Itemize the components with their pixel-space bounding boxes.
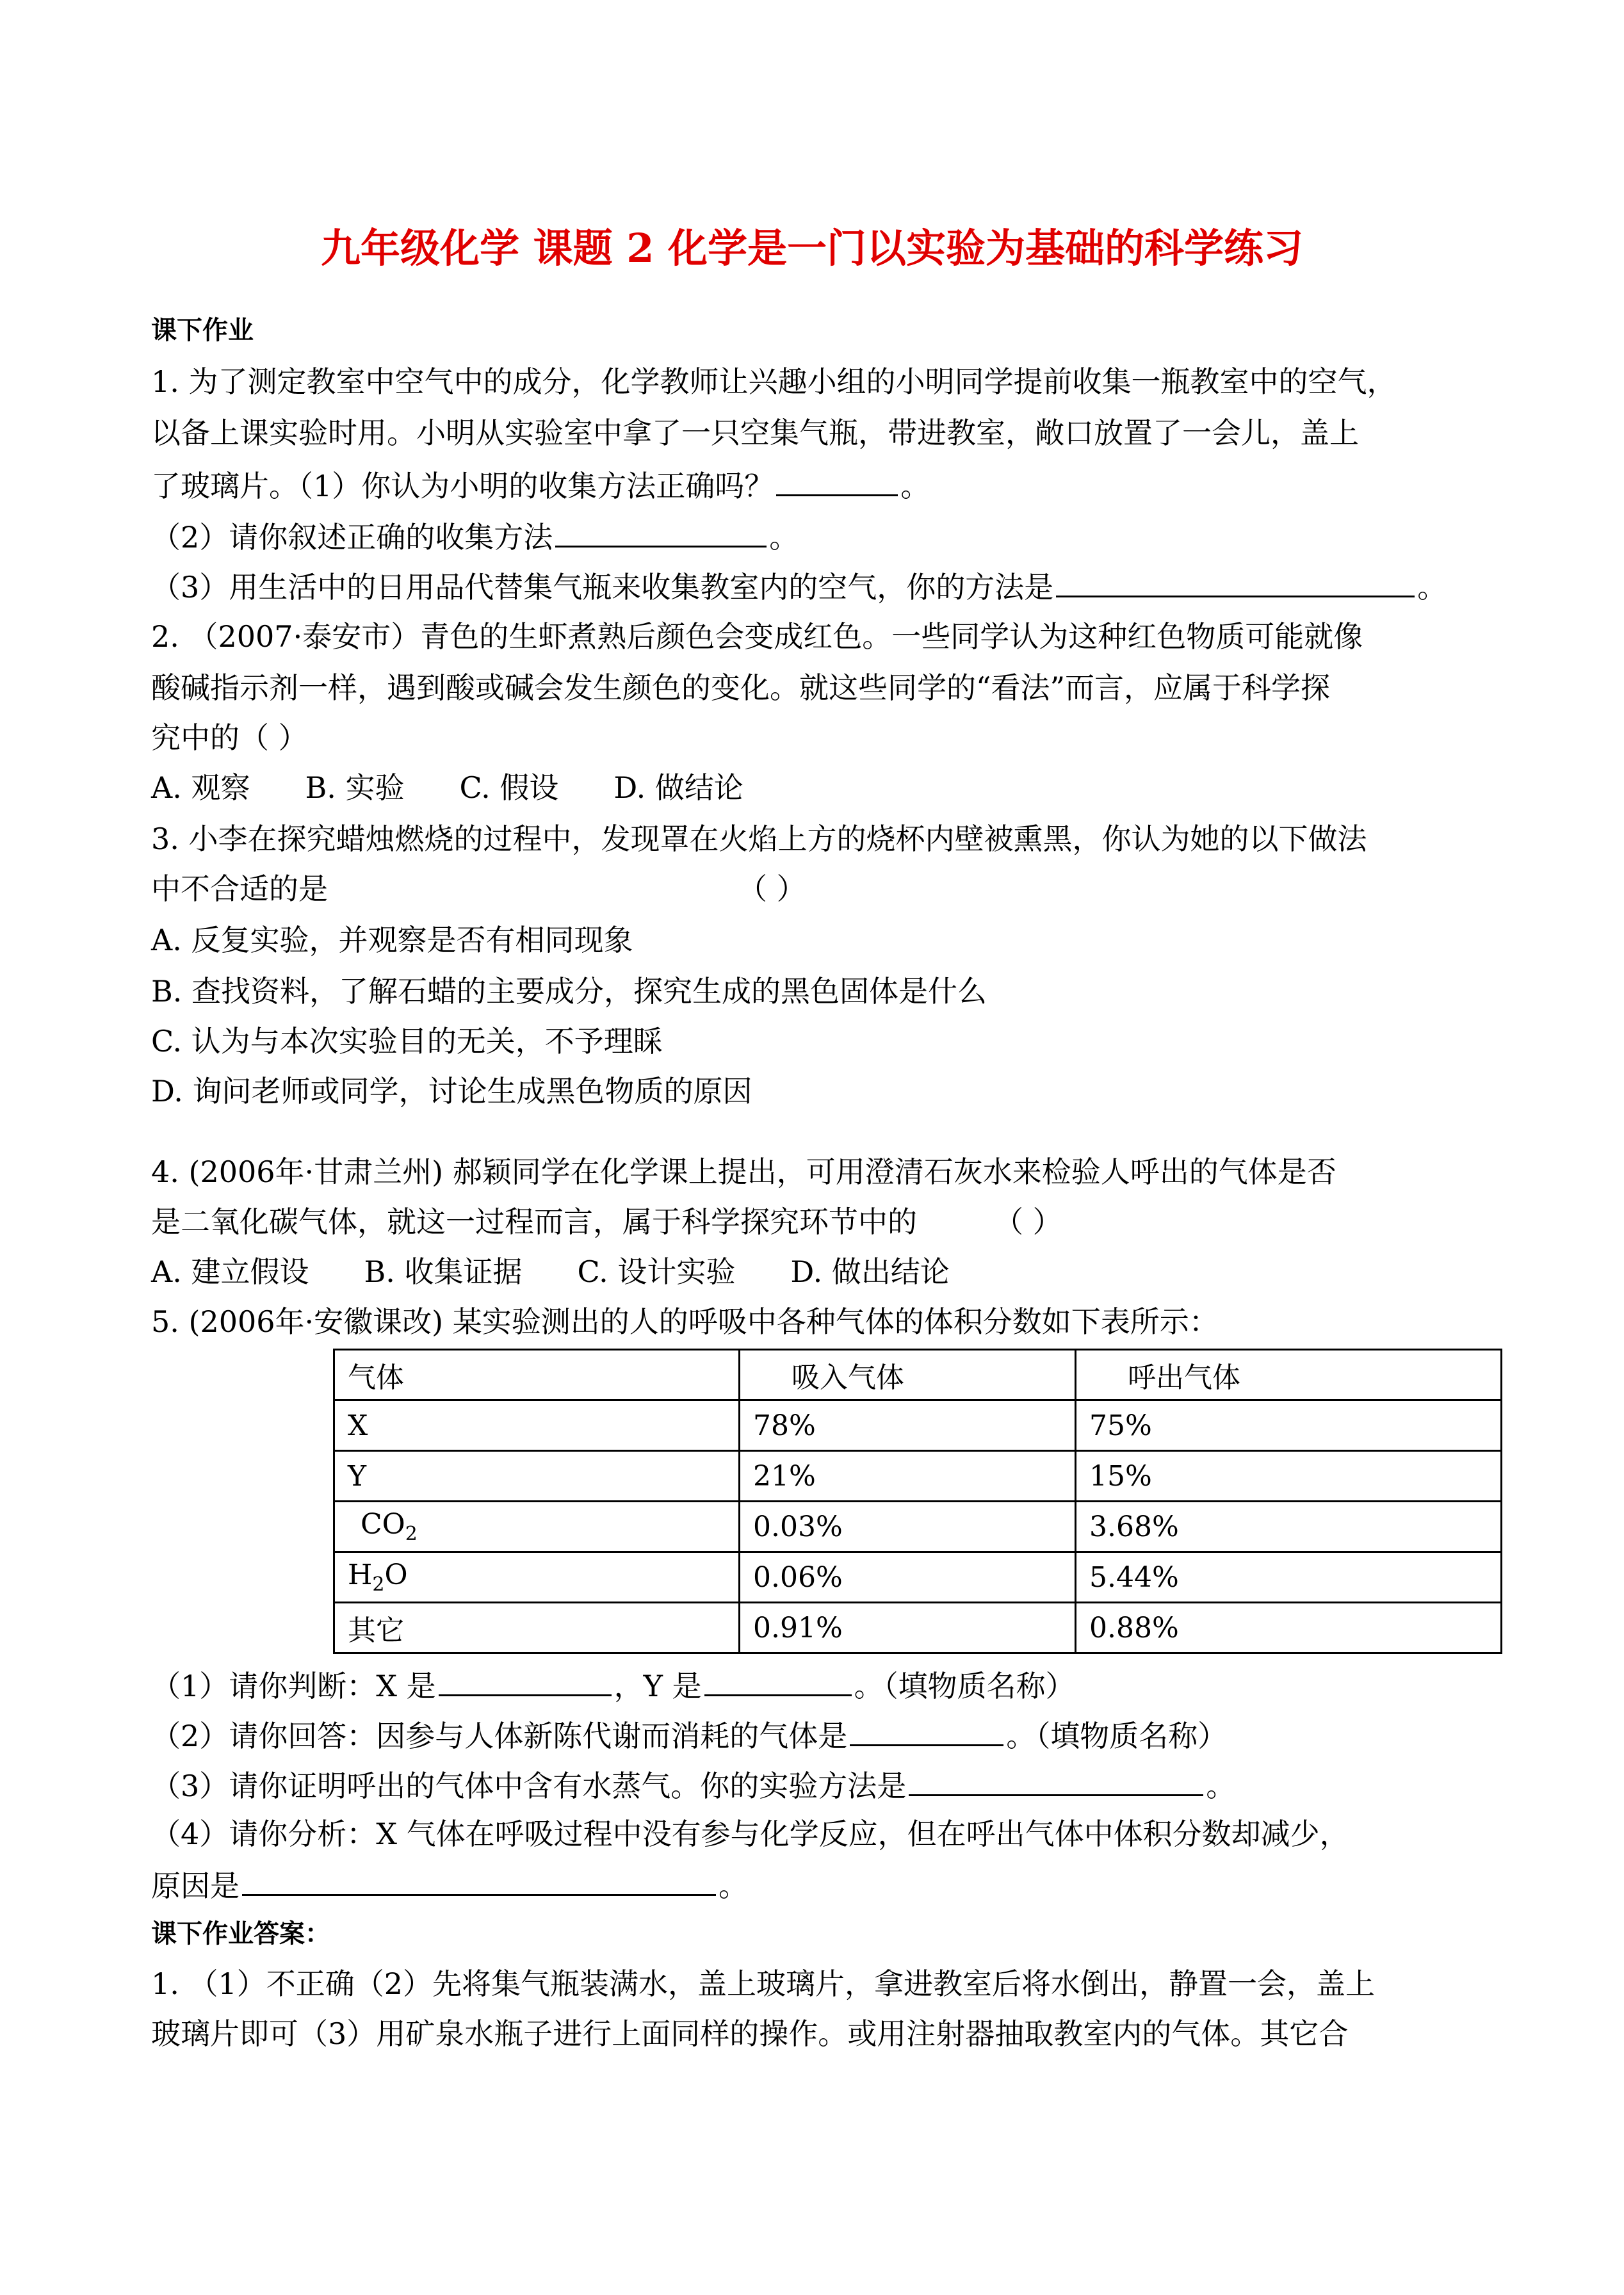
q4-options <box>151 1253 1005 1291</box>
table-cell: 0.03% <box>740 1502 1076 1552</box>
table-row <box>334 1400 1502 1451</box>
table-cell: 0.88% <box>1076 1603 1502 1653</box>
table-header-row <box>334 1350 1502 1400</box>
q3-stem: 中不合适的是 <box>151 872 328 906</box>
q5-sub1-text-a: （1）请你判断：X 是 <box>151 1669 436 1703</box>
table-cell: Y <box>334 1451 740 1502</box>
formula-co2: $CO_2$ <box>361 1508 418 1545</box>
answer-blank-y[interactable] <box>704 1665 852 1696</box>
table-row <box>334 1451 1502 1502</box>
q5-sub3-text-a: （3）请你证明呼出的气体中含有水蒸气。你的实验方法是 <box>151 1769 907 1803</box>
answer-blank[interactable] <box>555 516 767 547</box>
answer-paren[interactable]: （ ） <box>738 872 806 906</box>
answer-blank[interactable] <box>776 465 898 496</box>
table-cell: 75% <box>1076 1400 1502 1451</box>
punctuation: 。 <box>900 469 930 503</box>
q2-options <box>151 768 799 807</box>
q4-option-a[interactable]: A. 建立假设 <box>151 1254 309 1289</box>
q4-line-1: 4. (2006年·甘肃兰州) 郝颖同学在化学课上提出，可用澄清石灰水来检验人呼出的气体是否 <box>151 1155 1336 1189</box>
q5-sub1-text-b: ，Y 是 <box>613 1669 702 1703</box>
q1-line-4 <box>151 516 799 556</box>
page-title: 九年级化学 课题 2 化学是一门以实验为基础的科学练习 <box>321 225 1303 272</box>
table-cell: 0.91% <box>740 1603 1076 1653</box>
q1-line-5 <box>151 566 1447 606</box>
q5-sub4-text: 原因是 <box>151 1869 240 1903</box>
gas-composition-table <box>333 1349 1502 1654</box>
table-header-cell: 吸入气体 <box>740 1350 1076 1400</box>
q2-line-3: 究中的（ ） <box>151 720 308 755</box>
q1-sub1-text: 了玻璃片。（1）你认为小明的收集方法正确吗？ <box>151 469 774 503</box>
q5-sub4-line-1: （4）请你分析：X 气体在呼吸过程中没有参与化学反应，但在呼出气体中体积分数却减少， <box>151 1817 1349 1851</box>
answer-blank[interactable] <box>242 1865 716 1896</box>
q1-line-1: 1. 为了测定教室中空气中的成分，化学教师让兴趣小组的小明同学提前收集一瓶教室中的空气， <box>151 364 1397 399</box>
q5-line-1: 5. (2006年·安徽课改) 某实验测出的人的呼吸中各种气体的体积分数如下表所示： <box>151 1304 1219 1339</box>
punctuation: 。 <box>719 1869 748 1903</box>
q2-option-d[interactable]: D. 做结论 <box>613 770 743 805</box>
section-heading-answers: 课下作业答案： <box>151 1918 330 1949</box>
q5-sub3-text-b: 。 <box>1206 1769 1236 1803</box>
answer-blank[interactable] <box>1056 566 1415 597</box>
table-cell-formula <box>334 1502 740 1552</box>
q4-option-b[interactable]: B. 收集证据 <box>364 1254 523 1289</box>
q1-sub2-text: （2）请你叙述正确的收集方法 <box>151 520 553 555</box>
formula-h2o: $H_2O$ <box>348 1559 408 1596</box>
q5-sub4-line-2 <box>151 1865 748 1905</box>
q2-option-b[interactable]: B. 实验 <box>305 770 405 805</box>
q5-sub1-text-c: 。（填物质名称） <box>854 1669 1075 1703</box>
q2-line-1: 2. （2007·泰安市）青色的生虾煮熟后颜色会变成红色。一些同学认为这种红色物质可能就像 <box>151 619 1363 654</box>
q3-line-1: 3. 小李在探究蜡烛燃烧的过程中，发现罩在火焰上方的烧杯内壁被熏黑，你认为她的以下做法 <box>151 822 1367 856</box>
table-row <box>334 1603 1502 1653</box>
q4-stem: 是二氧化碳气体，就这一过程而言，属于科学探究环节中的 <box>151 1204 917 1239</box>
answer-paren[interactable]: （ ） <box>994 1204 1062 1239</box>
q2-option-a[interactable]: A. 观察 <box>151 770 250 805</box>
q3-option-b[interactable]: B. 查找资料，了解石蜡的主要成分，探究生成的黑色固体是什么 <box>151 974 987 1009</box>
table-header-cell: 呼出气体 <box>1076 1350 1502 1400</box>
q3-line-2 <box>151 870 806 908</box>
table-header-cell: 气体 <box>334 1350 740 1400</box>
q5-sub2-text-b: 。（填物质名称） <box>1006 1719 1228 1753</box>
q3-option-c[interactable]: C. 认为与本次实验目的无关，不予理睬 <box>151 1024 663 1058</box>
answer-blank-x[interactable] <box>439 1665 612 1696</box>
table-row <box>334 1502 1502 1552</box>
q3-option-d[interactable]: D. 询问老师或同学，讨论生成黑色物质的原因 <box>151 1074 752 1108</box>
q3-option-a[interactable]: A. 反复实验，并观察是否有相同现象 <box>151 923 633 957</box>
answer-line-2: 玻璃片即可（3）用矿泉水瓶子进行上面同样的操作。或用注射器抽取教室内的气体。其它合 <box>151 2016 1349 2051</box>
table-cell: 78% <box>740 1400 1076 1451</box>
q4-line-2 <box>151 1203 1062 1241</box>
q5-sub2-text-a: （2）请你回答：因参与人体新陈代谢而消耗的气体是 <box>151 1719 848 1753</box>
table-row <box>334 1552 1502 1603</box>
q2-option-c[interactable]: C. 假设 <box>459 770 559 805</box>
punctuation: 。 <box>769 520 799 555</box>
q1-line-2: 以备上课实验时用。小明从实验室中拿了一只空集气瓶，带进教室，敞口放置了一会儿，盖上 <box>151 416 1359 450</box>
table-cell-formula <box>334 1552 740 1603</box>
table-cell: 5.44% <box>1076 1552 1502 1603</box>
answer-blank[interactable] <box>850 1715 1003 1746</box>
table-cell: 其它 <box>334 1603 740 1653</box>
q5-sub2 <box>151 1715 1227 1755</box>
q5-sub1 <box>151 1665 1075 1705</box>
answer-blank[interactable] <box>909 1765 1203 1796</box>
q1-sub3-text: （3）用生活中的日用品代替集气瓶来收集教室内的空气，你的方法是 <box>151 570 1054 604</box>
table-cell: 3.68% <box>1076 1502 1502 1552</box>
q1-line-3 <box>151 465 930 505</box>
table-cell: X <box>334 1400 740 1451</box>
q2-line-2: 酸碱指示剂一样，遇到酸或碱会发生颜色的变化。就这些同学的“看法”而言，应属于科学探 <box>151 670 1331 705</box>
table-cell: 0.06% <box>740 1552 1076 1603</box>
section-heading-homework: 课下作业 <box>151 315 254 345</box>
table-cell: 21% <box>740 1451 1076 1502</box>
table-cell: 15% <box>1076 1451 1502 1502</box>
punctuation: 。 <box>1417 570 1447 604</box>
answer-line-1: 1. （1）不正确（2）先将集气瓶装满水，盖上玻璃片，拿进教室后将水倒出，静置一会，盖上 <box>151 1967 1376 2001</box>
q4-option-d[interactable]: D. 做出结论 <box>790 1254 950 1289</box>
q5-sub3 <box>151 1765 1235 1805</box>
q4-option-c[interactable]: C. 设计实验 <box>577 1254 736 1289</box>
